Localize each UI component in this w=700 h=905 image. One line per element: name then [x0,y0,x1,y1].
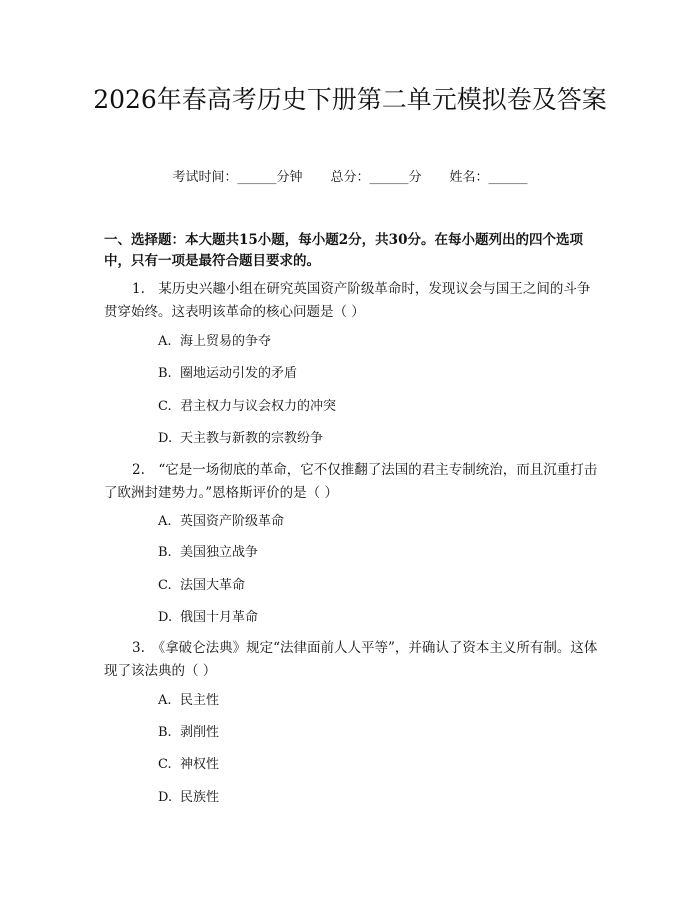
option-text: 英国资产阶级革命 [180,514,285,529]
document-title: 2026年春高考历史下册第二单元模拟卷及答案 [93,85,607,114]
option-letter: D. [158,610,173,625]
answer-option [158,691,219,711]
option-letter: A. [158,514,172,529]
option-letter: C. [158,578,172,593]
option-text: 剥削性 [180,725,220,740]
answer-option [158,512,284,532]
answer-option [158,429,323,449]
option-letter: B. [158,725,172,740]
answer-option [158,755,219,775]
option-letter: B. [158,545,172,560]
option-text: 圈地运动引发的矛盾 [180,366,298,381]
option-letter: A. [158,334,172,349]
question-stem: 1. 某历史兴趣小组在研究英国资产阶级革命时，发现议会与国王之间的斗争贯穿始终。这表明该革命的核心问题是（ ） [104,281,591,320]
question-stem: 2. “它是一场彻底的革命，它不仅推翻了法国的君主专制统治，而且沉重打击了欧洲封建势力。”恩格斯评价的是（ ） [104,462,598,501]
answer-option [158,576,245,596]
answer-option [158,788,219,808]
answer-option [158,364,297,384]
answer-option [158,332,271,352]
option-letter: B. [158,366,172,381]
total-score-label: 总分：______分 [330,170,422,185]
option-text: 美国独立战争 [180,545,259,560]
option-text: 天主教与新教的宗教纷争 [180,431,324,446]
option-text: 君主权力与议会权力的冲突 [180,399,337,414]
option-text: 海上贸易的争夺 [180,334,272,349]
option-text: 神权性 [180,757,220,772]
answer-option [158,397,336,417]
option-text: 民主性 [180,693,220,708]
question-stem: 3. 《拿破仑法典》规定“法律面前人人平等”，并确认了资本主义所有制。这体现了该法典的（ ） [104,640,598,679]
option-text: 民族性 [180,790,220,805]
answer-option [158,608,258,628]
student-name-label: 姓名：______ [449,170,528,185]
answer-option [158,723,219,743]
option-letter: A. [158,693,172,708]
section-heading: 一、选择题：本大题共15小题，每小题2分，共30分。在每小题列出的四个选项中，只有一项是最符合题目要求的。 [104,232,583,269]
option-letter: C. [158,399,172,414]
option-letter: D. [158,431,173,446]
option-letter: C. [158,757,172,772]
option-letter: D. [158,790,173,805]
exam-time-label: 考试时间：______分钟 [172,170,303,185]
option-text: 俄国十月革命 [180,610,259,625]
exam-info-line [0,168,700,188]
option-text: 法国大革命 [180,578,246,593]
answer-option [158,543,258,563]
